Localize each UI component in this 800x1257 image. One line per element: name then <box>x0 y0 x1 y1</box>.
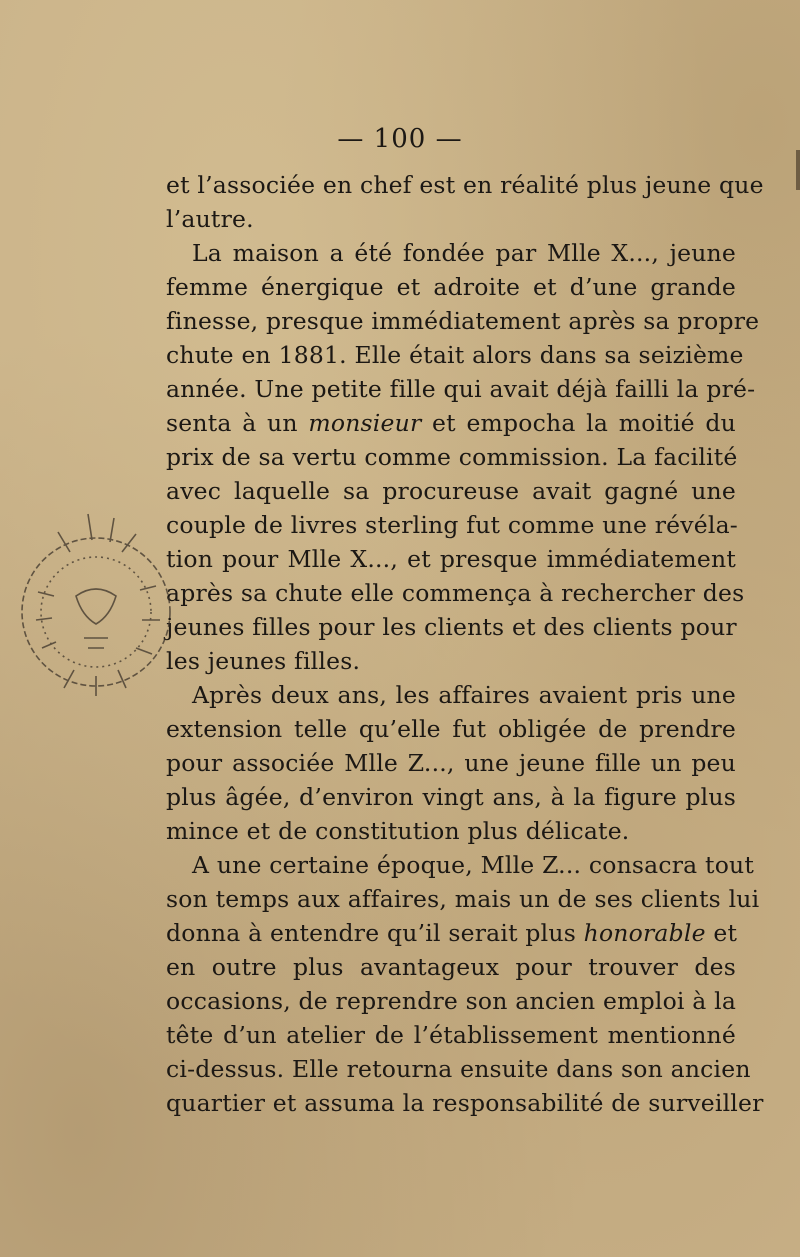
text-segment: tion pour Mlle X..., et presque immédiatement <box>166 545 736 573</box>
text-line <box>166 1086 764 1120</box>
text-line <box>166 542 736 576</box>
text-segment: quartier et assuma la responsabilité de surveiller <box>166 1089 764 1117</box>
text-line <box>166 882 760 916</box>
text-line <box>166 236 736 270</box>
text-segment: femme énergique et adroite et d’une grande <box>166 273 736 301</box>
text-line <box>166 576 745 610</box>
text-line <box>166 950 736 984</box>
text-line <box>166 712 736 746</box>
text-segment: pour associée Mlle Z..., une jeune fille un peu <box>166 749 736 777</box>
text-segment: les jeunes filles. <box>166 647 361 675</box>
text-segment: en outre plus avantageux pour trouver des <box>166 953 736 981</box>
text-line <box>166 780 736 814</box>
text-segment: et l’associée en chef est en réalité plus jeune que <box>166 171 764 199</box>
text-line <box>166 338 744 372</box>
text-line <box>166 644 736 678</box>
text-segment: finesse, presque immédiatement après sa propre <box>166 307 760 335</box>
text-segment: chute en 1881. Elle était alors dans sa seizième <box>166 341 744 369</box>
text-segment: avec laquelle sa procureuse avait gagné une <box>166 477 736 505</box>
text-line <box>166 474 736 508</box>
text-segment: couple de livres sterling fut comme une révéla- <box>166 511 738 539</box>
library-stamp-icon <box>18 492 178 724</box>
text-line <box>166 372 756 406</box>
page-number: — 100 — <box>337 124 463 154</box>
text-line <box>166 678 736 712</box>
page-edge-mark <box>796 150 800 190</box>
text-segment: son temps aux affaires, mais un de ses clients lui <box>166 885 760 913</box>
text-segment: Après deux ans, les affaires avaient pris une <box>192 681 736 709</box>
text-segment: après sa chute elle commença à rechercher des <box>166 579 745 607</box>
text-line <box>166 1018 736 1052</box>
italic-word: honorable <box>583 919 706 947</box>
text-segment: extension telle qu’elle fut obligée de prendre <box>166 715 736 743</box>
text-segment: A une certaine époque, Mlle Z... consacra tout <box>192 851 755 879</box>
text-line <box>166 440 736 474</box>
text-segment: La maison a été fondée par Mlle X..., jeune <box>192 239 736 267</box>
text-segment: occasions, de reprendre son ancien emploi à la <box>166 987 737 1015</box>
text-segment: plus âgée, d’environ vingt ans, à la figure plus <box>166 783 736 811</box>
text-segment: ci-dessus. Elle retourna ensuite dans son ancien <box>166 1055 751 1083</box>
text-segment: l’autre. <box>166 205 254 233</box>
text-segment: et empocha la moitié du <box>421 409 736 437</box>
body-text <box>166 168 764 1120</box>
text-line <box>166 848 755 882</box>
text-segment: et <box>705 919 738 947</box>
text-segment: jeunes filles pour les clients et des clients pour <box>166 613 737 641</box>
text-line <box>166 270 736 304</box>
text-line <box>166 746 736 780</box>
text-line <box>166 916 736 950</box>
text-line <box>166 610 736 644</box>
text-line <box>166 168 764 202</box>
text-segment: mince et de constitution plus délicate. <box>166 817 630 845</box>
text-segment: senta à un <box>166 409 309 437</box>
text-line <box>166 406 736 440</box>
italic-word: monsieur <box>308 409 422 437</box>
text-line <box>166 508 736 542</box>
text-segment: tête d’un atelier de l’établissement mentionné <box>166 1021 736 1049</box>
text-segment: donna à entendre qu’il serait plus <box>166 919 584 947</box>
text-line <box>166 304 760 338</box>
text-line <box>166 814 736 848</box>
text-line <box>166 984 736 1018</box>
text-line <box>166 202 736 236</box>
text-line <box>166 1052 751 1086</box>
text-segment: prix de sa vertu comme commission. La facilité <box>166 443 738 471</box>
text-segment: année. Une petite fille qui avait déjà failli la pré- <box>166 375 756 403</box>
